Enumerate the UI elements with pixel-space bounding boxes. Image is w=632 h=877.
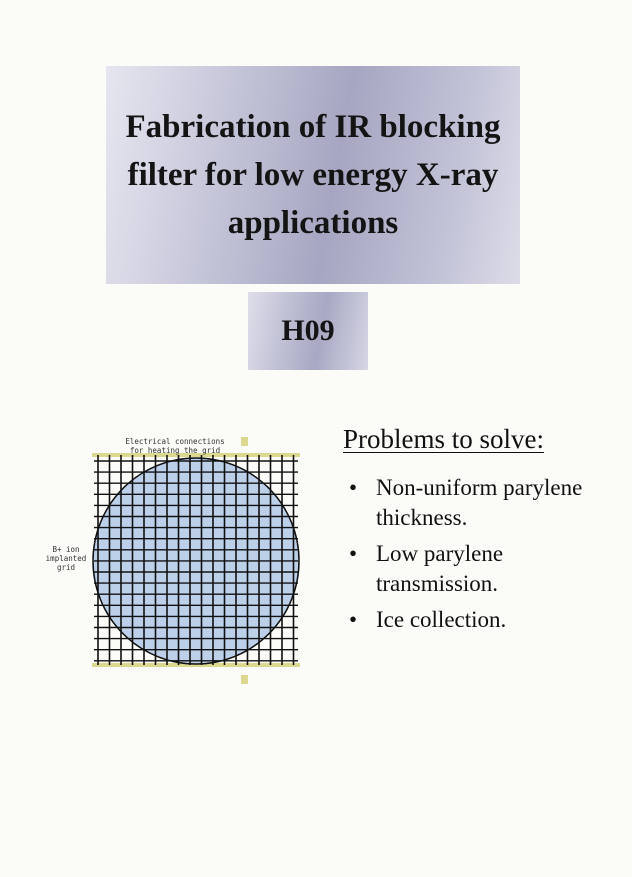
problem-list <box>343 473 603 641</box>
side-label-line2: implanted <box>45 554 87 563</box>
bottom-connector-pad <box>241 675 248 684</box>
problem-text: Ice collection. <box>376 607 507 632</box>
poster-code: H09 <box>281 314 335 347</box>
bullet-icon: • <box>349 475 358 500</box>
problem-text: Non-uniform parylene thickness. <box>376 475 583 530</box>
side-grid-label <box>40 545 92 572</box>
problems-heading: Problems to solve: <box>343 424 544 454</box>
problem-item <box>343 605 603 635</box>
top-label-line2: for heating the grid <box>129 446 221 455</box>
title-box <box>106 66 520 284</box>
bullet-icon: • <box>349 541 358 566</box>
problem-item <box>343 473 603 533</box>
side-label-line1: B+ ion <box>52 545 80 554</box>
top-label-line1: Electrical connections <box>125 437 225 446</box>
problem-item <box>343 539 603 599</box>
code-box <box>248 292 368 370</box>
top-connection-label <box>100 437 250 455</box>
bullet-icon: • <box>349 607 358 632</box>
side-label-line3: grid <box>56 563 76 572</box>
problem-text: Low parylene transmission. <box>376 541 504 596</box>
poster-title: Fabrication of IR blocking filter for low energy X-ray applications <box>125 109 501 241</box>
filter-diagram <box>40 425 330 695</box>
